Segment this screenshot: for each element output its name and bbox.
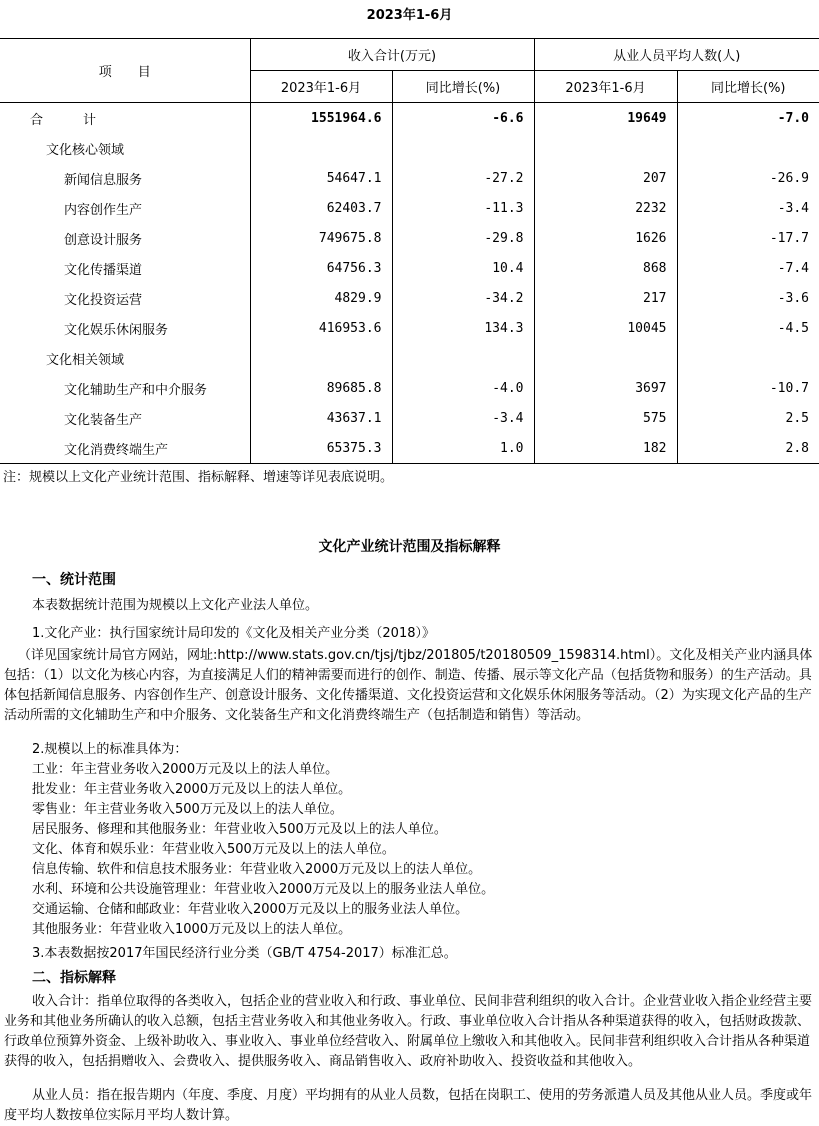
income-group-header: 收入合计(万元) [250, 39, 534, 71]
staff-value: 19649 [534, 103, 677, 134]
staff-definition: 从业人员：指在报告期内（年度、季度、月度）平均拥有的从业人员数，包括在岗职工、使用的劳务派遣人员及其他从业人员。季度或年度平均人数按单位实际月平均人数计算。 [4, 1088, 813, 1123]
staff-growth-header: 同比增长(%) [677, 71, 819, 103]
table-row-total [0, 103, 819, 134]
income-value: 89685.8 [250, 373, 392, 403]
table-row [0, 313, 819, 343]
category-label: 文化相关领域 [46, 352, 125, 368]
income-growth-value: 134.3 [392, 313, 534, 343]
row-name: 文化装备生产 [64, 412, 143, 428]
table-row [0, 253, 819, 283]
row-name: 创意设计服务 [64, 232, 143, 248]
income-value: 43637.1 [250, 403, 392, 433]
row-name: 文化传播渠道 [64, 262, 143, 278]
staff-growth-value: -10.7 [677, 373, 819, 403]
income-growth-value: 10.4 [392, 253, 534, 283]
standard-item: 其他服务业：年营业收入1000万元及以上的法人单位。 [32, 922, 352, 937]
scope-item-3: 3.本表数据按2017年国民经济行业分类（GB/T 4754-2017）标准汇总。 [32, 946, 457, 961]
staff-value: 3697 [534, 373, 677, 403]
scope-intro: 本表数据统计范围为规模以上文化产业法人单位。 [32, 598, 319, 613]
staff-growth-value: -7.0 [677, 103, 819, 134]
income-growth-value: -34.2 [392, 283, 534, 313]
income-growth-value: -27.2 [392, 163, 534, 193]
table-row [0, 223, 819, 253]
standard-item: 工业：年主营业务收入2000万元及以上的法人单位。 [32, 762, 339, 777]
income-value: 65375.3 [250, 433, 392, 464]
standard-item: 居民服务、修理和其他服务业：年营业收入500万元及以上的法人单位。 [32, 822, 447, 837]
table-row [0, 283, 819, 313]
table-row [0, 373, 819, 403]
section-heading-scope: 一、统计范围 [32, 572, 116, 588]
statistics-table [0, 38, 819, 464]
staff-group-header: 从业人员平均人数(人) [534, 39, 819, 71]
staff-value: 217 [534, 283, 677, 313]
category-label: 文化核心领域 [46, 142, 125, 158]
income-value: 54647.1 [250, 163, 392, 193]
section-heading-indicators: 二、指标解释 [32, 970, 116, 986]
scope-item-1: 1.文化产业：执行国家统计局印发的《文化及相关产业分类（2018）》 [32, 626, 435, 641]
scope-item-2: 2.规模以上的标准具体为： [32, 742, 188, 757]
staff-period-header: 2023年1-6月 [534, 71, 677, 103]
table-header-row [0, 39, 819, 71]
item-header: 项 目 [0, 39, 250, 103]
income-value: 4829.9 [250, 283, 392, 313]
staff-growth-value: 2.5 [677, 403, 819, 433]
income-value: 1551964.6 [250, 103, 392, 134]
staff-growth-value: -3.6 [677, 283, 819, 313]
staff-growth-value: -7.4 [677, 253, 819, 283]
income-growth-value: -4.0 [392, 373, 534, 403]
staff-value: 575 [534, 403, 677, 433]
row-name: 新闻信息服务 [64, 172, 143, 188]
staff-value: 1626 [534, 223, 677, 253]
standard-item: 批发业：年主营业务收入2000万元及以上的法人单位。 [32, 782, 352, 797]
staff-value: 868 [534, 253, 677, 283]
income-value: 416953.6 [250, 313, 392, 343]
staff-value: 182 [534, 433, 677, 464]
explanation-title: 文化产业统计范围及指标解释 [318, 539, 501, 555]
staff-value: 10045 [534, 313, 677, 343]
income-definition: 收入合计：指单位取得的各类收入，包括企业的营业收入和行政、事业单位、民间非营利组织的收入合计。企业营业收入指企业经营主要业务和其他业务所确认的收入总额，包括主营业务收入和其他业务收入。行政、事业单位收入合计指从各种渠道获得的收入，包括财政拨款、行政单位预算外资金、上级补助收入、事业收入、事业单位经营收入、附属单位上缴收入和其他收入。民间非营利组织收入合计指从各种渠道获得的收入，包括捐赠收入、会费收入、提供服务收入、商品销售收入、政府补助收入、投资收益和其他收入。 [4, 994, 813, 1069]
period-title: 2023年1-6月 [366, 8, 453, 23]
staff-growth-value: -26.9 [677, 163, 819, 193]
income-growth-value: -3.4 [392, 403, 534, 433]
table-row [0, 433, 819, 464]
standard-item: 零售业：年主营业务收入500万元及以上的法人单位。 [32, 802, 343, 817]
row-name: 合计 [30, 112, 137, 128]
category-row-core [0, 133, 819, 163]
staff-value: 207 [534, 163, 677, 193]
income-growth-value: -6.6 [392, 103, 534, 134]
scope-item-1-detail: （详见国家统计局官方网站，网址:http://www.stats.gov.cn/tjsj/tjbz/201805/t20180509_1598314.html）。文化及相关产业内涵具体包括：（1）以文化为核心内容，为直接满足人们的精神需要而进行的创作、制造、传播、展示等文化产品（包括货物和服务）的生产活动。具体包括新闻信息服务、内容创作生产、创意设计服务、文化传播渠道、文化投资运营和文化娱乐休闲服务等活动。（2）为实现文化产品的生产活动所需的文化辅助生产和中介服务、文化装备生产和文化消费终端生产（包括制造和销售）等活动。 [4, 648, 813, 723]
category-row-related [0, 343, 819, 373]
table-note: 注：规模以上文化产业统计范围、指标解释、增速等详见表底说明。 [3, 470, 394, 485]
standard-item: 交通运输、仓储和邮政业：年营业收入2000万元及以上的服务业法人单位。 [32, 902, 469, 917]
standard-item: 文化、体育和娱乐业：年营业收入500万元及以上的法人单位。 [32, 842, 395, 857]
table-row [0, 163, 819, 193]
table-row [0, 193, 819, 223]
income-growth-value: -11.3 [392, 193, 534, 223]
staff-growth-value: -4.5 [677, 313, 819, 343]
staff-growth-value: -3.4 [677, 193, 819, 223]
income-growth-value: 1.0 [392, 433, 534, 464]
row-name: 文化投资运营 [64, 292, 143, 308]
standard-item: 水利、环境和公共设施管理业：年营业收入2000万元及以上的服务业法人单位。 [32, 882, 495, 897]
row-name: 文化消费终端生产 [0, 433, 250, 464]
income-period-header: 2023年1-6月 [250, 71, 392, 103]
income-value: 749675.8 [250, 223, 392, 253]
row-name: 内容创作生产 [64, 202, 143, 218]
income-value: 62403.7 [250, 193, 392, 223]
income-growth-value: -29.8 [392, 223, 534, 253]
row-name: 文化娱乐休闲服务 [64, 322, 169, 338]
staff-growth-value: 2.8 [677, 433, 819, 464]
income-growth-header: 同比增长(%) [392, 71, 534, 103]
table-row [0, 403, 819, 433]
standard-item: 信息传输、软件和信息技术服务业：年营业收入2000万元及以上的法人单位。 [32, 862, 482, 877]
income-value: 64756.3 [250, 253, 392, 283]
staff-growth-value: -17.7 [677, 223, 819, 253]
row-name: 文化辅助生产和中介服务 [64, 382, 208, 398]
staff-value: 2232 [534, 193, 677, 223]
